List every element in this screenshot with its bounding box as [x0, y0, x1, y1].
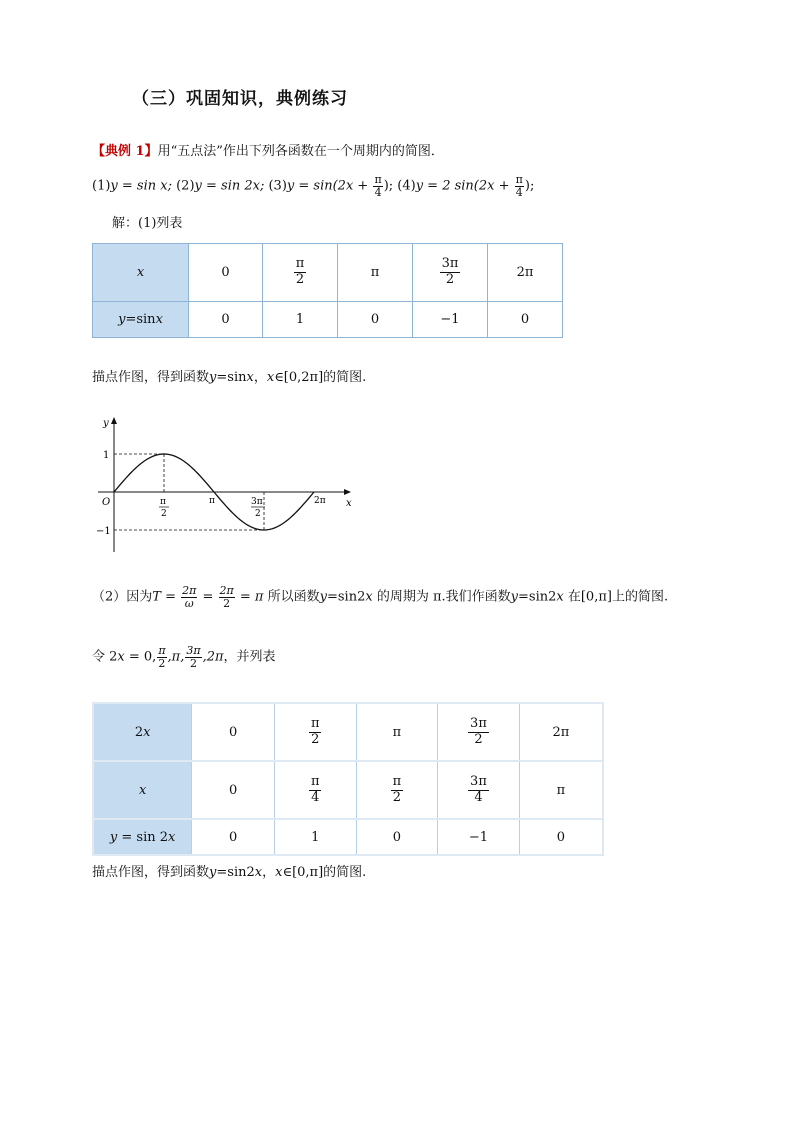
fraction-3pi-over-2: [468, 717, 489, 748]
fraction-numerator: π: [374, 173, 382, 186]
caption-func: =sin2: [216, 865, 255, 880]
tick-label-3pi-half-den: 2: [255, 509, 261, 519]
fraction-numerator: π: [515, 173, 523, 186]
table-cell: 1: [263, 302, 338, 338]
tick-label-minus-1: −1: [96, 526, 111, 537]
fraction-denominator: 2: [295, 272, 305, 287]
tick-label-pi-half-den: 2: [161, 509, 167, 519]
plot-2-caption: [92, 866, 366, 879]
tick-label-pi: π: [209, 496, 215, 506]
fraction-pi-over-4: [309, 775, 322, 806]
origin-label: O: [102, 497, 111, 508]
let-text: ，并列表: [223, 649, 276, 665]
fraction-pi-over-2: [391, 775, 404, 806]
item-4-fraction: [515, 174, 524, 198]
example-prompt-text: 用“五点法”作出下列各函数在一个周期内的简图．: [157, 144, 444, 159]
table-cell: 0: [192, 819, 275, 855]
value-table-sinx: [92, 243, 563, 338]
caption-comma: ，: [262, 865, 276, 880]
item-1-function: y = sin x;: [110, 178, 177, 194]
row-header-y: y = sin 2x: [93, 819, 192, 855]
equals-pi: = π: [235, 589, 264, 605]
func-sin2: =sin2: [518, 589, 557, 605]
solution-2-text-part: 所以函数: [263, 589, 320, 605]
table-row: [93, 302, 563, 338]
item-3-fraction: [373, 174, 382, 198]
table-row: [93, 244, 563, 302]
let-values: ,π,: [167, 649, 185, 665]
item-4-function-start: y = 2 sin(2x +: [415, 178, 514, 194]
table-cell: [413, 244, 488, 302]
table-cell: −1: [438, 819, 520, 855]
fraction-denominator: 2: [189, 656, 197, 670]
item-4-number: (4): [393, 178, 416, 194]
table-cell: [356, 761, 438, 819]
table-cell: 1: [274, 819, 356, 855]
tick-label-3pi-half-num: 3π: [251, 497, 263, 507]
caption-var-y: y: [209, 370, 217, 385]
table-cell: 0: [356, 819, 438, 855]
solution-2-label: （2）因为: [92, 589, 153, 605]
solution-1-intro: 解：(1)列表: [112, 216, 183, 231]
fraction-denominator: 2: [223, 596, 231, 610]
fraction-numerator: 2π: [182, 584, 197, 597]
func-sin2: =sin2: [326, 589, 366, 605]
let-text: 令 2: [92, 649, 118, 665]
table-cell: π: [356, 703, 438, 761]
caption-func: =sin: [216, 370, 247, 385]
fraction-denominator: 2: [445, 272, 455, 287]
caption-var-x: x: [246, 370, 254, 385]
fraction-pi-over-2: [309, 717, 322, 748]
table-cell: 2π: [519, 703, 603, 761]
fraction-denominator: 2: [311, 731, 320, 747]
table-cell: [438, 761, 520, 819]
solution-2-text: [92, 585, 668, 609]
fraction-denominator: 4: [374, 185, 382, 199]
var-x: x: [365, 589, 373, 605]
caption-var-y: y: [209, 865, 217, 880]
row-header-2x: 2x: [93, 703, 192, 761]
fraction-numerator: 2π: [219, 584, 234, 597]
fraction-numerator: π: [295, 256, 305, 272]
item-3-function-end: );: [383, 178, 394, 194]
row-header-y: y=sinx: [93, 302, 189, 338]
item-1-number: (1): [92, 178, 111, 194]
fraction-numerator: 3π: [470, 715, 487, 731]
caption-var-x: x: [254, 865, 263, 880]
table-cell: 0: [192, 703, 275, 761]
sine-graph: [88, 410, 368, 560]
fraction-pi-over-2: [294, 257, 307, 288]
caption-text: 描点作图，得到函数: [92, 370, 210, 385]
fraction-denominator: 4: [474, 789, 483, 805]
table-cell: −1: [413, 302, 488, 338]
tick-label-2pi: 2π: [314, 496, 326, 506]
fraction-numerator: π: [392, 773, 402, 789]
fraction-denominator: 4: [515, 185, 523, 199]
equals-sign: =: [160, 589, 181, 605]
caption-var-x: x: [266, 370, 275, 385]
item-2-number: (2): [176, 178, 195, 194]
table-cell: π: [519, 761, 603, 819]
fraction-3pi-over-2: [185, 645, 201, 669]
equals-sign: =: [198, 589, 218, 605]
table-cell: [274, 761, 356, 819]
fraction-numerator: π: [158, 644, 166, 657]
var-y: y: [510, 589, 518, 605]
tick-label-pi-half-num: π: [160, 497, 166, 507]
table-cell: 0: [189, 244, 263, 302]
var-x: x: [117, 649, 125, 665]
fraction-numerator: π: [310, 715, 320, 731]
solution-2-text-part: 的周期为 π.我们作函数: [372, 589, 511, 605]
table-row: [93, 819, 603, 855]
table-cell: 0: [192, 761, 275, 819]
var-T: T: [152, 589, 161, 605]
section-title: （三）巩固知识，典例练习: [132, 89, 348, 109]
item-4-function-end: );: [524, 178, 535, 194]
table-cell: 0: [488, 302, 563, 338]
var-x: x: [556, 589, 564, 605]
fraction-denominator: 2: [158, 656, 166, 670]
fraction-numerator: 3π: [470, 773, 487, 789]
item-3-number: (3): [268, 178, 287, 194]
row-header-x: x: [93, 761, 192, 819]
let-values: ,2π: [202, 649, 224, 665]
let-values: = 0,: [124, 649, 157, 665]
x-axis-label: x: [346, 498, 352, 509]
function-list: [92, 174, 534, 198]
table-row: [93, 703, 603, 761]
table-cell: [438, 703, 520, 761]
caption-text: 描点作图，得到函数: [92, 865, 210, 880]
fraction-denominator: 2: [474, 731, 483, 747]
table-cell: 0: [189, 302, 263, 338]
fraction-denominator: 2: [392, 789, 401, 805]
fraction-2pi-over-2: [219, 585, 235, 609]
table-row: [93, 761, 603, 819]
caption-comma: ，: [253, 370, 267, 385]
caption-domain: ∈[0,2π]的简图.: [274, 370, 367, 385]
example-tag: 【典例 1】: [92, 144, 158, 159]
let-line: [92, 645, 276, 669]
var-y: y: [319, 589, 327, 605]
fraction-denominator: ω: [184, 596, 194, 610]
value-table-sin2x: [92, 702, 604, 856]
fraction-3pi-over-4: [468, 775, 489, 806]
tick-label-1: 1: [103, 450, 110, 461]
caption-domain: ∈[0,π]的简图.: [282, 865, 367, 880]
fraction-denominator: 4: [311, 789, 320, 805]
fraction-numerator: π: [310, 773, 320, 789]
item-3-function-start: y = sin(2x +: [286, 178, 373, 194]
table-cell: [263, 244, 338, 302]
row-header-x: x: [93, 244, 189, 302]
table-cell: 2π: [488, 244, 563, 302]
fraction-3pi-over-2: [440, 257, 461, 288]
plot-1-caption: [92, 371, 366, 384]
fraction-2pi-over-omega: [181, 585, 197, 609]
caption-var-x: x: [275, 865, 283, 880]
fraction-numerator: 3π: [441, 256, 459, 272]
item-2-function: y = sin 2x;: [194, 178, 269, 194]
fraction-numerator: 3π: [186, 644, 201, 657]
table-cell: 0: [519, 819, 603, 855]
fraction-pi-over-2: [157, 645, 166, 669]
table-cell: π: [338, 244, 413, 302]
y-axis-label: y: [103, 418, 109, 429]
solution-2-text-part: 在[0,π]上的简图.: [563, 589, 669, 605]
table-cell: [274, 703, 356, 761]
table-cell: 0: [338, 302, 413, 338]
example-prompt: [92, 145, 444, 158]
